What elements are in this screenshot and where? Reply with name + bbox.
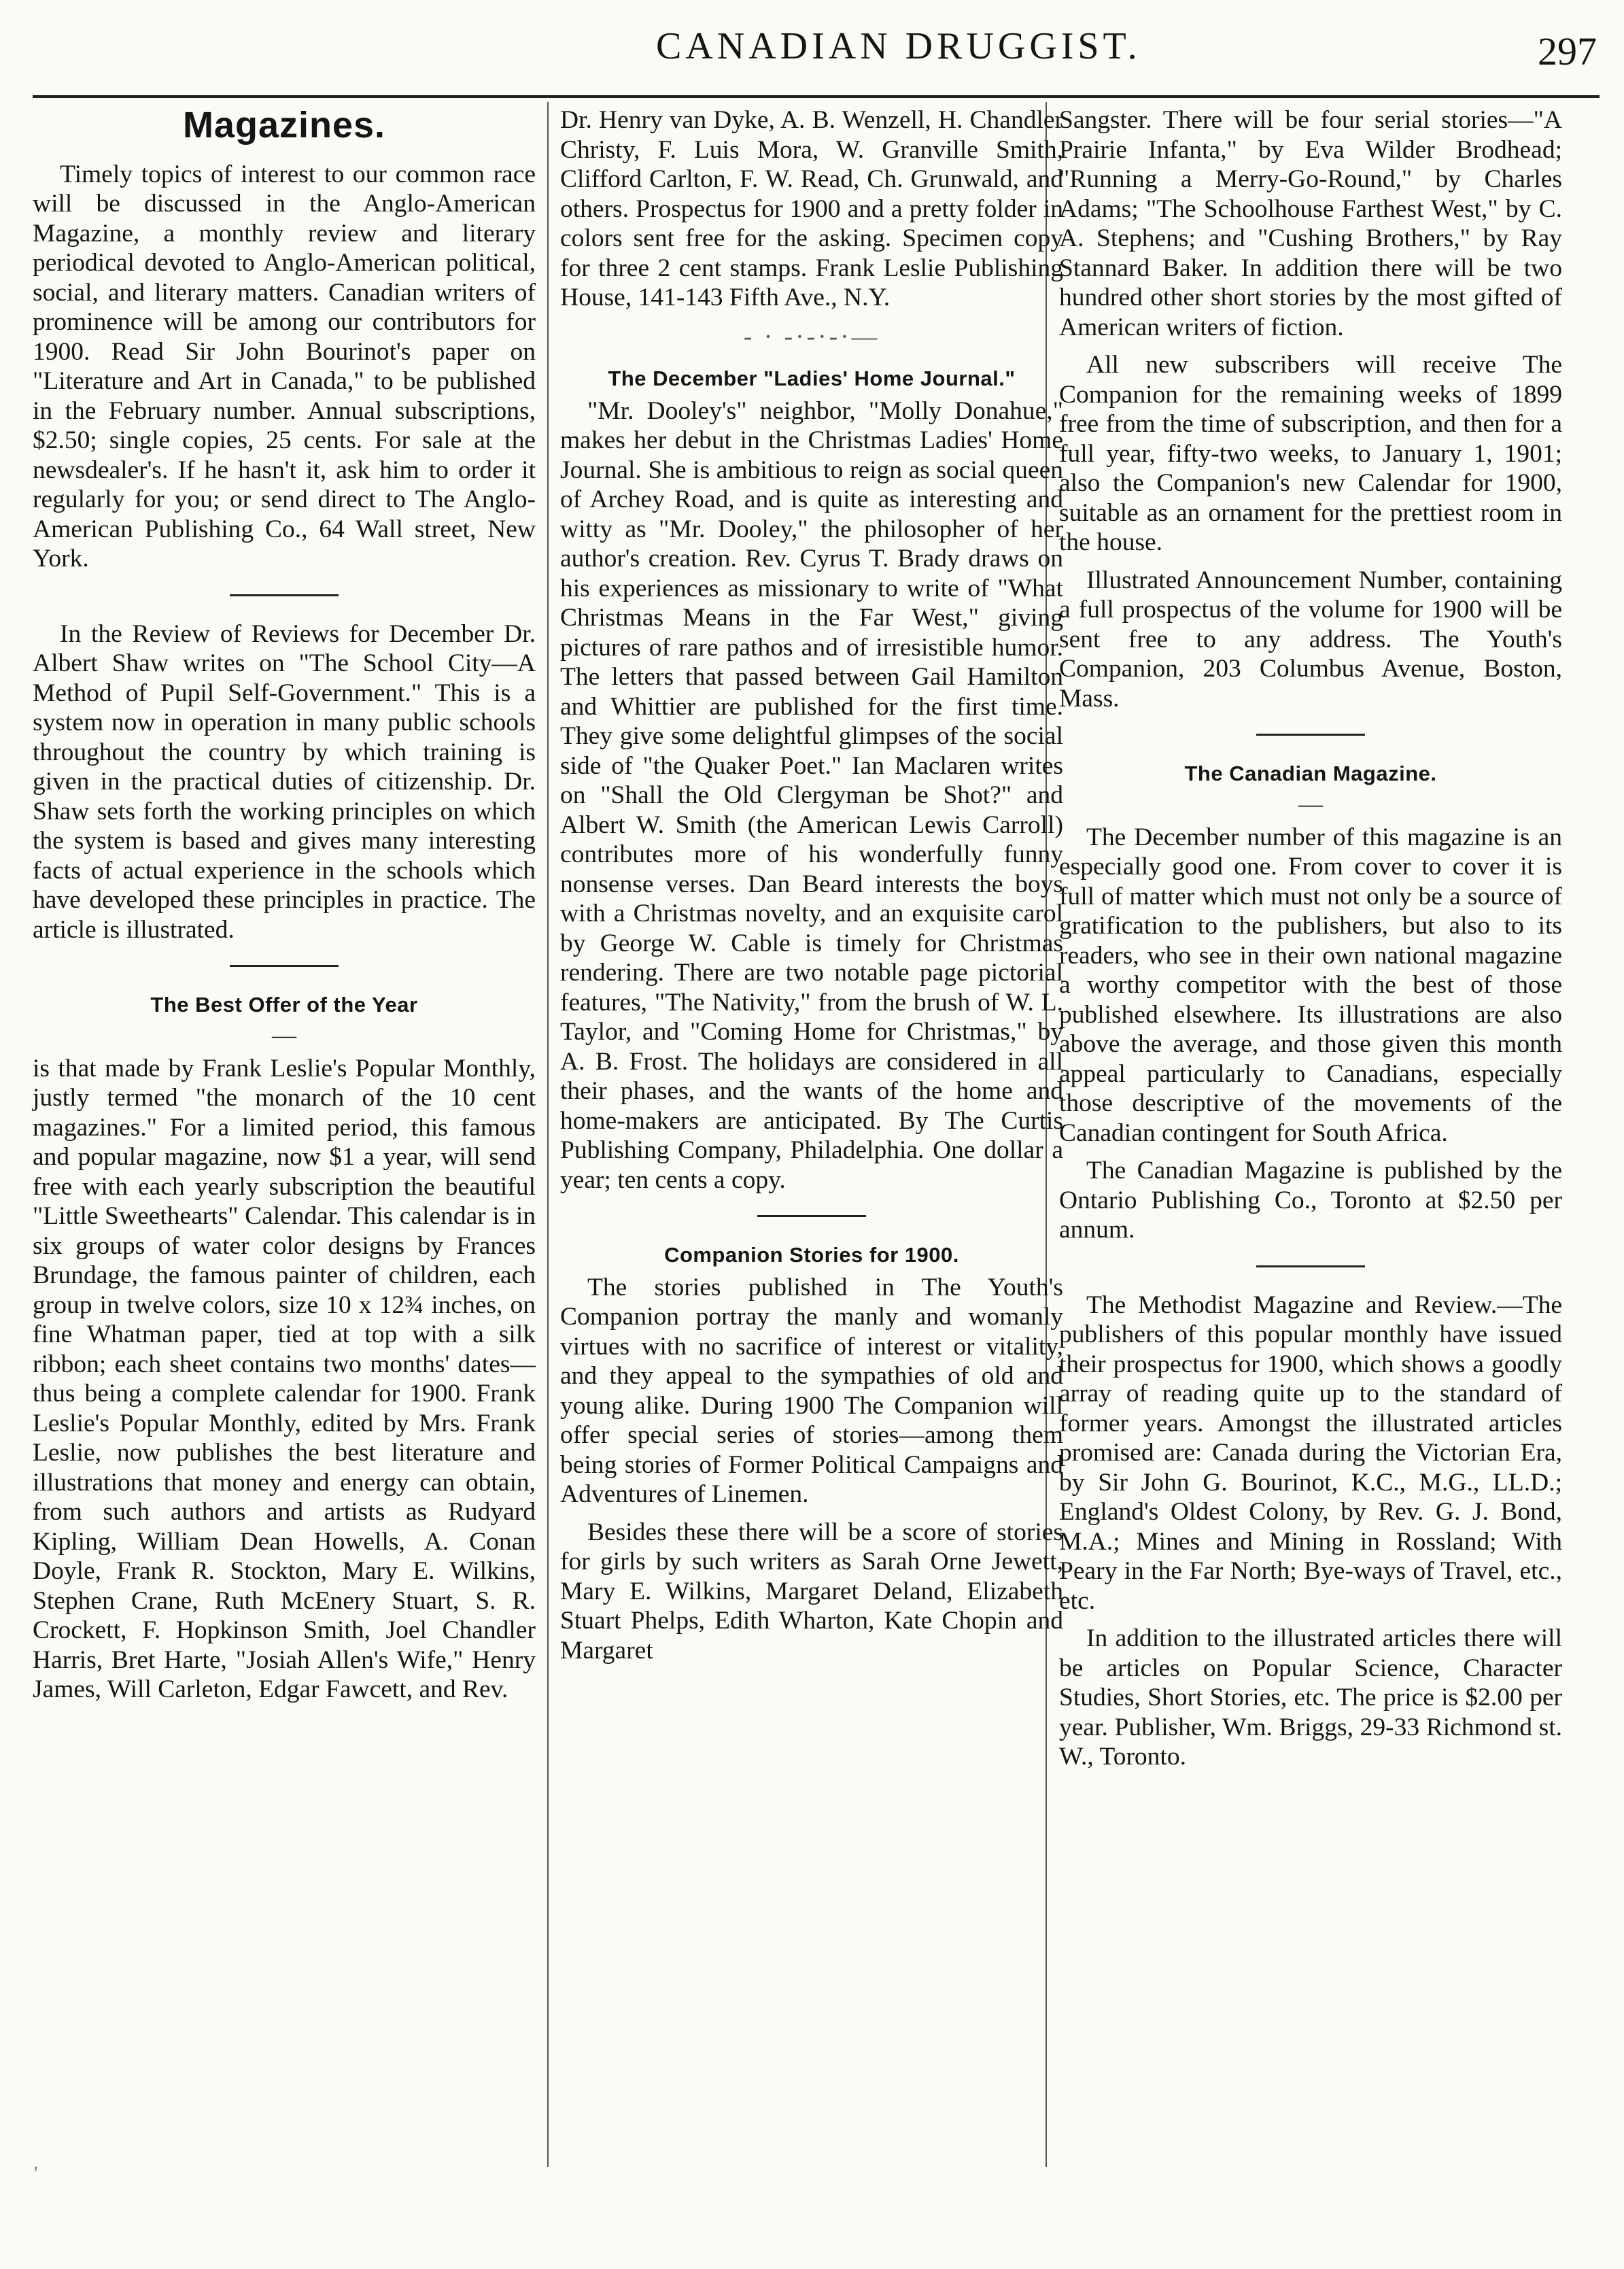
column-right <box>1059 105 1562 1780</box>
article-companion-4: Illustrated Announcement Number, containing a full prospectus of the volume for 1900 will be sent free to any address. The Youth's Companion, 203 Columbus Avenue, Boston, Mass. <box>1059 566 1562 713</box>
article-companion-continued: Sangster. There will be four serial stories—"A Prairie Infanta," by Eva Wilder Brodhead; "Running a Merry-Go-Round," by Charles Adams; "The Schoolhouse Farthest West," by C. A. Stephens; and "Cushing Brothers," by Ray Stannard Baker. In addition there will be two hundred other short stories by the most gifted of American writers of fiction. <box>1059 106 1562 341</box>
separator-rule <box>1256 734 1365 736</box>
separator-rule <box>757 1215 866 1217</box>
article-methodist-2: In addition to the illustrated articles there will be articles on Popular Science, Character Studies, Short Stories, etc. The price is $2.00 per year. Publisher, Wm. Briggs, 29-33 Richmond st. W., Toronto. <box>1059 1624 1562 1771</box>
heading-dash: — <box>1298 789 1323 817</box>
column-middle <box>560 105 1063 1673</box>
column-divider <box>547 102 549 2167</box>
article-companion-2: Besides these there will be a score of stories for girls by such writers as Sarah Orne Jewett, Mary E. Wilkins, Margaret Deland, Elizabeth Stuart Phelps, Edith Wharton, Kate Chopin and Margaret <box>560 1518 1063 1665</box>
heading-canadian-magazine: The Canadian Magazine. <box>1184 762 1437 785</box>
faint-rule: - · -·-·-·— <box>743 322 880 351</box>
column-left <box>33 105 536 1713</box>
article-companion-3: All new subscribers will receive The Companion for the remaining weeks of 1899 free from the time of subscription, and then for a full year, fifty-two weeks, to January 1, 1901; also the Companion's new Calendar for 1900, suitable as an ornament for the prettiest room in the house. <box>1059 351 1562 556</box>
print-mark: ' <box>34 2162 38 2185</box>
running-title: CANADIAN DRUGGIST. <box>656 25 1141 67</box>
heading-best-offer: The Best Offer of the Year <box>150 993 418 1017</box>
article-leslie-continued: Dr. Henry van Dyke, A. B. Wenzell, H. Chandler Christy, F. Luis Mora, W. Granville Smith, Clifford Carlton, F. W. Read, Ch. Grunwald, and others. Prospectus for 1900 and a pretty folder in colors sent free for the asking. Specimen copy for three 2 cent stamps. Frank Leslie Publishing House, 141-143 Fifth Ave., N.Y. <box>560 106 1063 311</box>
section-title: Magazines. <box>182 105 386 146</box>
separator-rule <box>230 594 339 596</box>
article-companion-1: The stories published in The Youth's Companion portray the manly and womanly virtues with no sacrifice of interest or vitality, and they appeal to the sympathies of old and young alike. During 1900 The Companion will offer special series of stories—among them being stories of Former Political Campaigns and Adventures of Linemen. <box>560 1273 1063 1508</box>
header-rule <box>33 95 1600 98</box>
article-canadian-2: The Canadian Magazine is published by the Ontario Publishing Co., Toronto at $2.50 per annum. <box>1059 1157 1562 1244</box>
article-methodist-1: The Methodist Magazine and Review.—The publishers of this popular monthly have issued their prospectus for 1900, which shows a goodly array of reading quite up to the standard of former years. Amongst the illustrated articles promised are: Canada during the Victorian Era, by Sir John G. Bourinot, K.C., M.G., LL.D.; England's Oldest Colony, by Rev. G. J. Bond, M.A.; Mines and Mining in Rossland; With Peary in the Far North; Bye-ways of Travel, etc., etc. <box>1059 1291 1562 1615</box>
heading-dash: — <box>272 1021 296 1048</box>
article-best-offer: is that made by Frank Leslie's Popular Monthly, justly termed "the monarch of the 10 cent magazines." For a limited period, this famous and popular magazine, now $1 a year, will send free with each yearly subscription the beautiful "Little Sweethearts" Calendar. This calendar is in six groups of water color designs by Frances Brundage, the famous painter of children, each group in twelve colors, size 10 x 12¾ inches, on fine Whatman paper, tied at top with a silk ribbon; each sheet contains two months' dates—thus being a complete calendar for 1900. Frank Leslie's Popular Monthly, edited by Mrs. Frank Leslie, now publishes the best literature and illustrations that money and energy can obtain, from such authors and artists as Rudyard Kipling, William Dean Howells, A. Conan Doyle, Frank R. Stockton, Mary E. Wilkins, Stephen Crane, Ruth McEnery Stuart, S. R. Crockett, F. Hopkinson Smith, Joel Chandler Harris, Bret Harte, "Josiah Allen's Wife," Henry James, Will Carleton, Edgar Fawcett, and Rev. <box>33 1054 536 1703</box>
page-number: 297 <box>1538 29 1597 73</box>
article-canadian-1: The December number of this magazine is an especially good one. From cover to cover it is full of matter which must not only be a source of gratification to the publishers, but also to its readers, who see in their own national magazine a worthy competitor with the best of those published elsewhere. Its illustrations are also above the average, and those given this month appeal particularly to Canadians, especially those descriptive of the movements of the Canadian contingent for South Africa. <box>1059 823 1562 1147</box>
running-head <box>0 19 1624 73</box>
heading-companion-stories: Companion Stories for 1900. <box>664 1243 959 1267</box>
separator-rule <box>1256 1265 1365 1267</box>
separator-rule <box>230 965 339 967</box>
article-anglo-american: Timely topics of interest to our common race will be discussed in the Anglo-American Magazine, a monthly review and literary periodical devoted to Anglo-American political, social, and literary matters. Canadian writers of prominence will be among our contributors for 1900. Read Sir John Bourinot's paper on "Literature and Art in Canada," to be published in the February number. Annual subscriptions, $2.50; single copies, 25 cents. For sale at the newsdealer's. If he hasn't it, ask him to order it regularly for you; or send direct to The Anglo-American Publishing Co., 64 Wall street, New York. <box>33 160 536 573</box>
article-review-of-reviews: In the Review of Reviews for December Dr. Albert Shaw writes on "The School City—A Method of Pupil Self-Government." This is a system now in operation in many public schools throughout the country by which training is given in the practical duties of citizenship. Dr. Shaw sets forth the working principles on which the system is based and gives many interesting facts of actual experience in the schools which have developed these principles in practice. The article is illustrated. <box>33 619 536 944</box>
heading-ladies-home-journal: The December "Ladies' Home Journal." <box>608 366 1016 390</box>
article-ladies-home-journal: "Mr. Dooley's" neighbor, "Molly Donahue," makes her debut in the Christmas Ladies' Home Journal. She is ambitious to reign as social queen of Archey Road, and is quite as interesting and witty as "Mr. Dooley," the philosopher of her author's creation. Rev. Cyrus T. Brady draws on his experiences as missionary to write of "What Christmas Means in the Far West," giving pictures of rare pathos and of irresistible humor. The letters that passed between Gail Hamilton and Whittier are published for the first time. They give some delightful glimpses of the social side of "the Quaker Poet." Ian Maclaren writes on "Shall the Old Clergyman be Shot?" and Albert W. Smith (the American Lewis Carroll) contributes more of his wonderfully funny nonsense verses. Dan Beard interests the boys with a Christmas novelty, and an exquisite carol by George W. Cable is timely for Christmas rendering. There are two notable page pictorial features, "The Nativity," from the brush of W. L. Taylor, and "Coming Home for Christmas," by A. B. Frost. The holidays are considered in all their phases, and the wants of the home and home-makers are anticipated. By The Curtis Publishing Company, Philadelphia. One dollar a year; ten cents a copy. <box>560 396 1063 1194</box>
